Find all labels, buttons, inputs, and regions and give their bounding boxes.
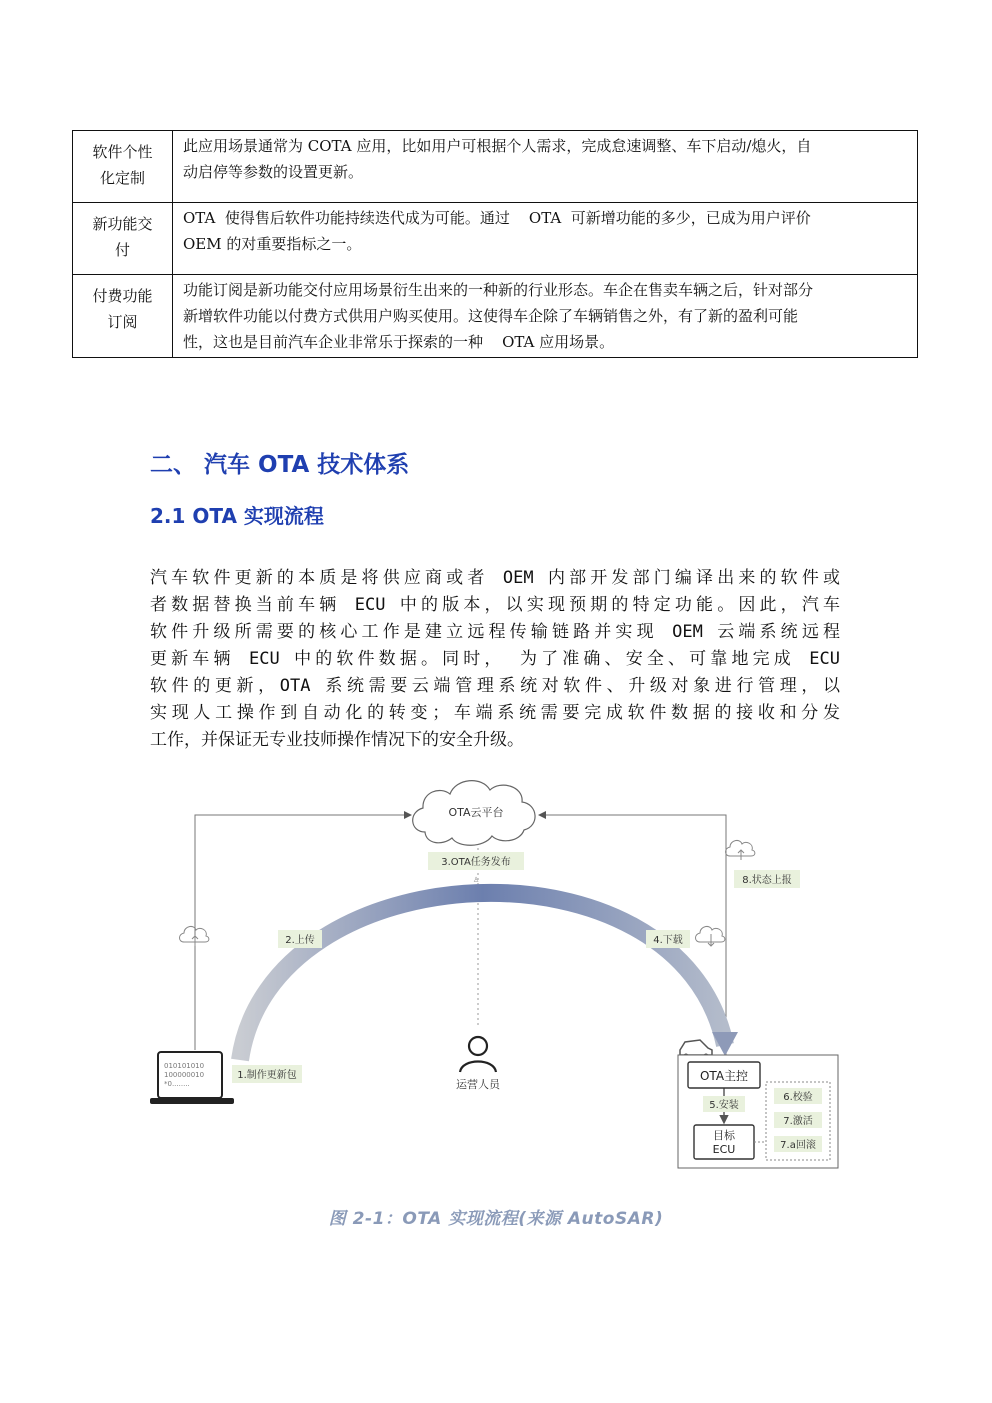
- key-line: 付费功能: [92, 287, 153, 305]
- ota-flow-diagram: [140, 770, 850, 1175]
- paragraph-line: 工作，并保证无专业技师操作情况下的安全升级。: [150, 730, 524, 750]
- report-connector-line: [540, 815, 726, 1065]
- body-paragraph: [150, 565, 840, 754]
- value-line: 此应用场景通常为 COTA 应用，比如用户可根据个人需求，完成怠速调整、车下启动/熄火，自: [183, 137, 812, 155]
- key-line: 新功能交: [92, 215, 153, 233]
- value-line: OEM 的对重要指标之一。: [183, 235, 362, 253]
- person-icon: [456, 1037, 501, 1091]
- value-line: 动启停等参数的设置更新。: [183, 163, 364, 181]
- paragraph-line: 软件升级所需要的核心工作是建立远程传输链路并实现 OEM 云端系统远程: [150, 622, 840, 642]
- table-cell-key: [73, 131, 173, 203]
- step3-label: 3.OTA任务发布: [441, 857, 511, 868]
- table-cell-value: [173, 203, 918, 275]
- table-cell-key: [73, 203, 173, 275]
- operator-label: 运营人员: [456, 1078, 500, 1091]
- paragraph-line: 实现人工操作到自动化的转变；车端系统需要完成软件数据的接收和分发: [150, 703, 840, 723]
- step8-label: 8.状态上报: [742, 875, 792, 886]
- person-mini-icon: ♙: [472, 876, 480, 884]
- target-ecu-label-1: 目标: [713, 1129, 735, 1142]
- step5-label: 5.安装: [709, 1100, 739, 1111]
- step4-label: 4.下载: [653, 935, 683, 946]
- ota-scenario-table: [72, 130, 918, 358]
- cloud-report-icon: [726, 840, 755, 860]
- paragraph-line: 软件的更新，OTA 系统需要云端管理系统对软件、升级对象进行管理，以: [150, 676, 840, 696]
- step6-label: 6.校验: [783, 1092, 813, 1103]
- table-row: [73, 275, 918, 358]
- table-cell-value: [173, 131, 918, 203]
- table-row: [73, 131, 918, 203]
- laptop-screen-line: 010101010: [164, 1062, 205, 1070]
- transfer-arc: [240, 893, 725, 1060]
- key-line: 软件个性: [92, 143, 153, 161]
- table-row: [73, 203, 918, 275]
- key-line: 订阅: [107, 313, 138, 331]
- paragraph-line: 汽车软件更新的本质是将供应商或者 OEM 内部开发部门编译出来的软件或: [150, 568, 840, 588]
- cloud-upload-icon: [180, 926, 209, 946]
- key-line: 付: [114, 241, 130, 259]
- step2-label: 2.上传: [285, 935, 315, 946]
- figure-caption: 图 2-1：OTA 实现流程(来源 AutoSAR): [328, 1209, 664, 1229]
- cloud-download-icon: [696, 926, 725, 946]
- table-cell-key: [73, 275, 173, 358]
- target-ecu-label-2: ECU: [712, 1143, 736, 1156]
- value-line: 新增软件功能以付费方式供用户购买使用。这使得车企除了车辆销售之外，有了新的盈利可能: [183, 307, 799, 325]
- key-line: 化定制: [99, 169, 145, 187]
- laptop-screen-line: *0........: [164, 1080, 190, 1088]
- value-line: 功能订阅是新功能交付应用场景衍生出来的一种新的行业形态。车企在售卖车辆之后，针对部分: [183, 281, 814, 299]
- cloud-platform: [413, 781, 535, 846]
- paragraph-line: 者数据替换当前车辆 ECU 中的版本，以实现预期的特定功能。因此，汽车: [150, 595, 840, 615]
- value-line: 性，这也是目前汽车企业非常乐于探索的一种 OTA 应用场景。: [183, 333, 615, 351]
- cloud-label: OTA云平台: [448, 806, 504, 819]
- laptop-screen-line: 100000010: [164, 1071, 205, 1079]
- step1-label: 1.制作更新包: [237, 1070, 297, 1081]
- paragraph-line: 更新车辆 ECU 中的软件数据。同时， 为了准确、安全、可靠地完成 ECU: [150, 649, 840, 669]
- section-heading: 二、 汽车 OTA 技术体系: [150, 452, 410, 478]
- step7a-label: 7.a回滚: [780, 1140, 816, 1151]
- value-line: OTA 使得售后软件功能持续迭代成为可能。通过 OTA 可新增功能的多少，已成为用户评价: [183, 209, 811, 227]
- table-cell-value: [173, 275, 918, 358]
- subsection-heading: 2.1 OTA 实现流程: [150, 504, 324, 528]
- step7-label: 7.激活: [783, 1116, 813, 1127]
- laptop-icon: [150, 1052, 234, 1104]
- ota-master-label: OTA主控: [699, 1069, 749, 1083]
